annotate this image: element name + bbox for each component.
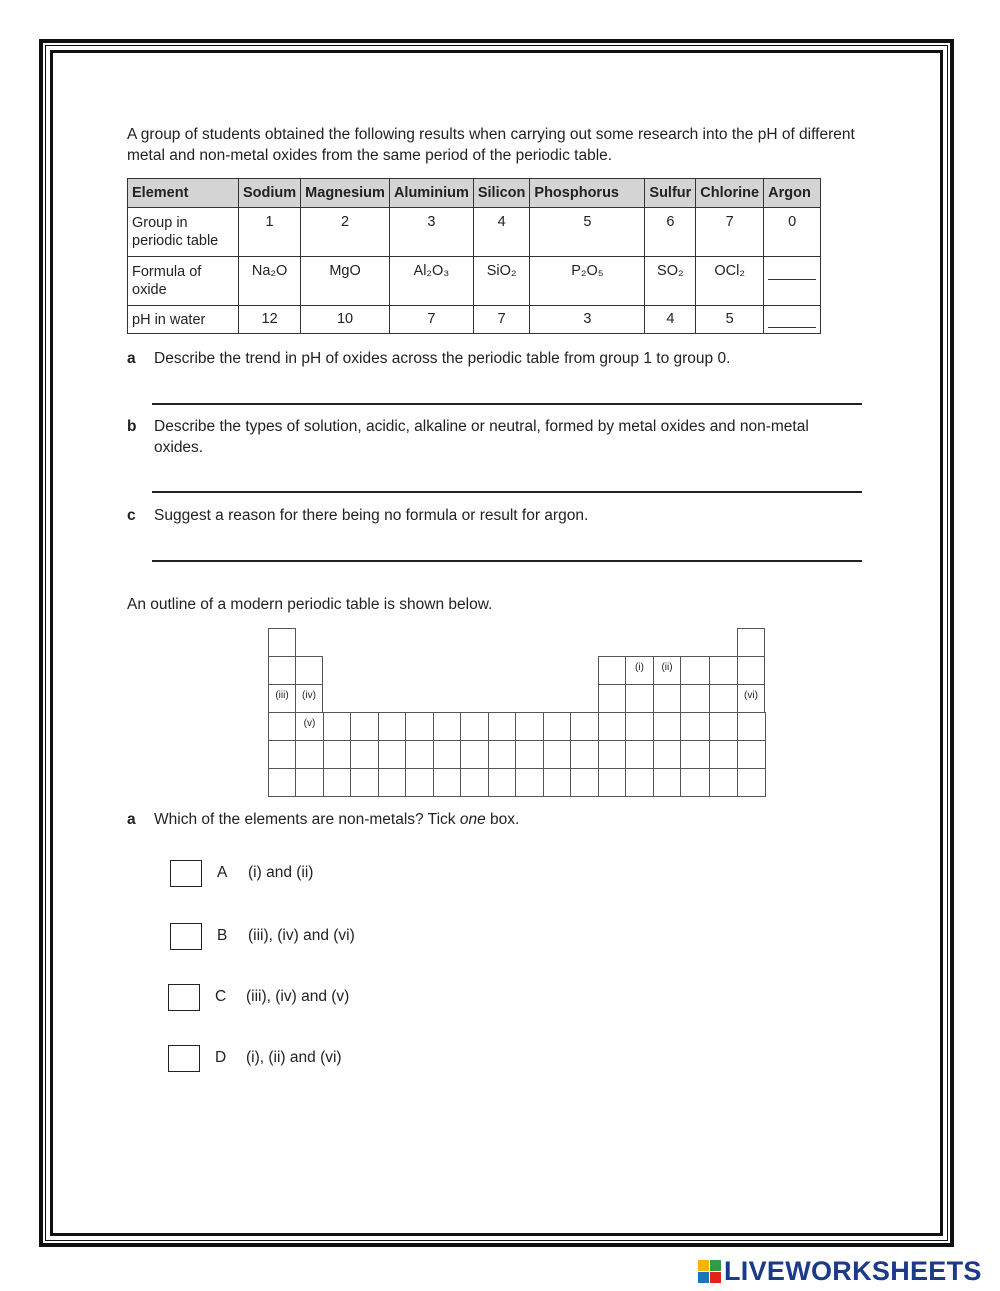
pt-cell [295, 712, 324, 741]
pt-cell [625, 740, 654, 769]
pt-cell [598, 656, 626, 685]
pt-cell [488, 712, 516, 741]
pt-cell [709, 684, 738, 713]
pt-cell [653, 712, 681, 741]
pt-cell [598, 768, 626, 797]
tick-box[interactable] [170, 860, 202, 887]
question-label: a [127, 811, 136, 828]
logo-block [698, 1260, 709, 1271]
question-label: c [127, 507, 136, 524]
argon-ph-blank[interactable] [764, 306, 821, 334]
pt-cell [268, 768, 296, 797]
pt-cell [570, 712, 599, 741]
pt-cell [405, 768, 434, 797]
logo-block [698, 1272, 709, 1283]
pt-cell [268, 684, 296, 713]
table-cell: SiO₂ [473, 257, 530, 306]
pt-cell [295, 768, 324, 797]
tick-box[interactable] [168, 984, 200, 1011]
question-text: Describe the types of solution, acidic, alkaline or neutral, formed by metal oxides and non-metal oxides. [154, 418, 809, 456]
pt-cell [295, 656, 323, 685]
table-cell: 4 [473, 208, 530, 257]
table-cell: 10 [301, 306, 390, 334]
table-row [128, 208, 821, 257]
table-cell: 3 [389, 208, 473, 257]
table-cell: 7 [696, 208, 764, 257]
pt-cell [295, 684, 323, 713]
tick-box[interactable] [170, 923, 202, 950]
pt-cell [598, 712, 626, 741]
table-cell: 2 [301, 208, 390, 257]
intro-paragraph: A group of students obtained the following results when carrying out some research into the pH of different metal and non-metal oxides from the same period of the periodic table. [127, 126, 855, 164]
pt-cell [680, 712, 710, 741]
logo-icon [698, 1260, 722, 1284]
pt-cell [378, 740, 406, 769]
table-header-cell: Argon [764, 179, 821, 208]
question-text [154, 809, 844, 830]
table-cell: 4 [645, 306, 696, 334]
table-cell: 7 [389, 306, 473, 334]
table-cell: MgO [301, 257, 390, 306]
table-cell: 7 [473, 306, 530, 334]
pt-cell [625, 684, 654, 713]
table-cell: P₂O₅ [530, 257, 645, 306]
pt-cell [653, 768, 681, 797]
option-text: (i), (ii) and (vi) [246, 1049, 342, 1066]
option-letter: B [217, 927, 228, 944]
pt-cell [295, 740, 324, 769]
pt-cell [737, 628, 765, 657]
pt-cell [460, 740, 489, 769]
answer-blank[interactable] [768, 311, 816, 328]
pt-cell [323, 740, 351, 769]
option-letter: D [215, 1049, 227, 1066]
table-cell: 6 [645, 208, 696, 257]
answer-line-a[interactable] [152, 403, 862, 405]
table-header-row [128, 179, 821, 208]
table-row [128, 257, 821, 306]
table-cell: 1 [239, 208, 301, 257]
pt-cell [378, 768, 406, 797]
option-text: (iii), (iv) and (vi) [248, 927, 355, 944]
pt-cell [598, 740, 626, 769]
element-label-v: (v) [303, 718, 316, 729]
question-label: a [127, 350, 136, 367]
pt-cell [570, 740, 599, 769]
pt-cell [405, 712, 434, 741]
pt-cell [433, 768, 461, 797]
pt-cell [488, 768, 516, 797]
table-cell: OCl₂ [696, 257, 764, 306]
question-text-emphasis: one [459, 811, 486, 828]
pt-cell [709, 712, 738, 741]
table-row [128, 306, 821, 334]
question-text: Describe the trend in pH of oxides across the periodic table from group 1 to group 0. [154, 350, 731, 367]
pt-cell [598, 684, 626, 713]
table-header-cell: Sodium [239, 179, 301, 208]
option-text: (i) and (ii) [248, 864, 314, 881]
pt-cell [350, 740, 379, 769]
pt-cell [680, 656, 710, 685]
pt-cell [488, 740, 516, 769]
results-table [127, 178, 821, 334]
pt-cell [323, 768, 351, 797]
logo-block [710, 1260, 721, 1271]
answer-line-b[interactable] [152, 491, 862, 493]
pt-cell [543, 712, 571, 741]
pt-cell [378, 712, 406, 741]
pt-cell [433, 712, 461, 741]
pt-cell [737, 768, 766, 797]
question-b [127, 416, 847, 458]
table-cell: 0 [764, 208, 821, 257]
table-cell: 5 [530, 208, 645, 257]
question-text: Suggest a reason for there being no formula or result for argon. [154, 507, 589, 524]
logo-text: LIVEWORKSHEETS [724, 1256, 982, 1286]
table-cell: SO₂ [645, 257, 696, 306]
row-label: Formula of oxide [128, 257, 239, 306]
pt-cell [350, 712, 379, 741]
table-header-cell: Sulfur [645, 179, 696, 208]
table-cell: 3 [530, 306, 645, 334]
pt-cell [460, 712, 489, 741]
pt-cell [268, 628, 296, 657]
question-label: b [127, 418, 137, 435]
pt-cell [268, 740, 296, 769]
pt-cell [680, 684, 710, 713]
element-label-vi: (vi) [744, 690, 758, 701]
pt-cell [737, 712, 766, 741]
argon-formula-blank[interactable] [764, 257, 821, 306]
pt-cell [625, 712, 654, 741]
pt-cell [350, 768, 379, 797]
table-header-cell: Element [128, 179, 239, 208]
table-header-cell: Silicon [473, 179, 530, 208]
element-label-iii: (iii) [275, 690, 289, 701]
pt-cell [268, 656, 296, 685]
question-mcq [127, 809, 847, 830]
option-letter: C [215, 988, 227, 1005]
table-header-cell: Magnesium [301, 179, 390, 208]
pt-cell [709, 768, 738, 797]
logo-block [710, 1272, 721, 1283]
table-cell: Na₂O [239, 257, 301, 306]
pt-cell [680, 740, 710, 769]
option-text: (iii), (iv) and (v) [246, 988, 350, 1005]
row-label: pH in water [128, 306, 239, 334]
table-header-cell: Chlorine [696, 179, 764, 208]
element-label-iv: (iv) [302, 690, 316, 701]
element-label-ii: (ii) [661, 662, 673, 673]
pt-cell [653, 684, 681, 713]
pt-cell [323, 712, 351, 741]
pt-cell [709, 740, 738, 769]
answer-line-c[interactable] [152, 560, 862, 562]
pt-cell [737, 740, 766, 769]
row-label: Group in periodic table [128, 208, 239, 257]
pt-cell [709, 656, 738, 685]
question-text-part: box. [485, 811, 520, 828]
pt-cell [543, 768, 571, 797]
pt-cell [680, 768, 710, 797]
table-header-cell: Aluminium [389, 179, 473, 208]
pt-cell [460, 768, 489, 797]
outline-text: An outline of a modern periodic table is shown below. [127, 596, 493, 613]
pt-cell [515, 740, 544, 769]
pt-cell [515, 768, 544, 797]
pt-cell [515, 712, 544, 741]
pt-cell [405, 740, 434, 769]
element-label-i: (i) [635, 662, 644, 673]
pt-cell [570, 768, 599, 797]
table-cell: Al₂O₃ [389, 257, 473, 306]
pt-cell [543, 740, 571, 769]
option-letter: A [217, 864, 228, 881]
question-c [127, 505, 847, 526]
table-cell: 5 [696, 306, 764, 334]
pt-cell [433, 740, 461, 769]
pt-cell [268, 712, 296, 741]
pt-cell [625, 768, 654, 797]
question-text-part: Which of the elements are non-metals? Tick [154, 811, 460, 828]
pt-cell [737, 656, 765, 685]
pt-cell [653, 740, 681, 769]
periodic-table-outline [268, 628, 768, 796]
table-cell: 12 [239, 306, 301, 334]
pt-cell [653, 656, 681, 685]
question-a [127, 348, 847, 369]
answer-blank[interactable] [768, 263, 816, 280]
pt-cell [737, 684, 765, 713]
table-header-cell: Phosphorus [530, 179, 645, 208]
tick-box[interactable] [168, 1045, 200, 1072]
pt-cell [625, 656, 654, 685]
